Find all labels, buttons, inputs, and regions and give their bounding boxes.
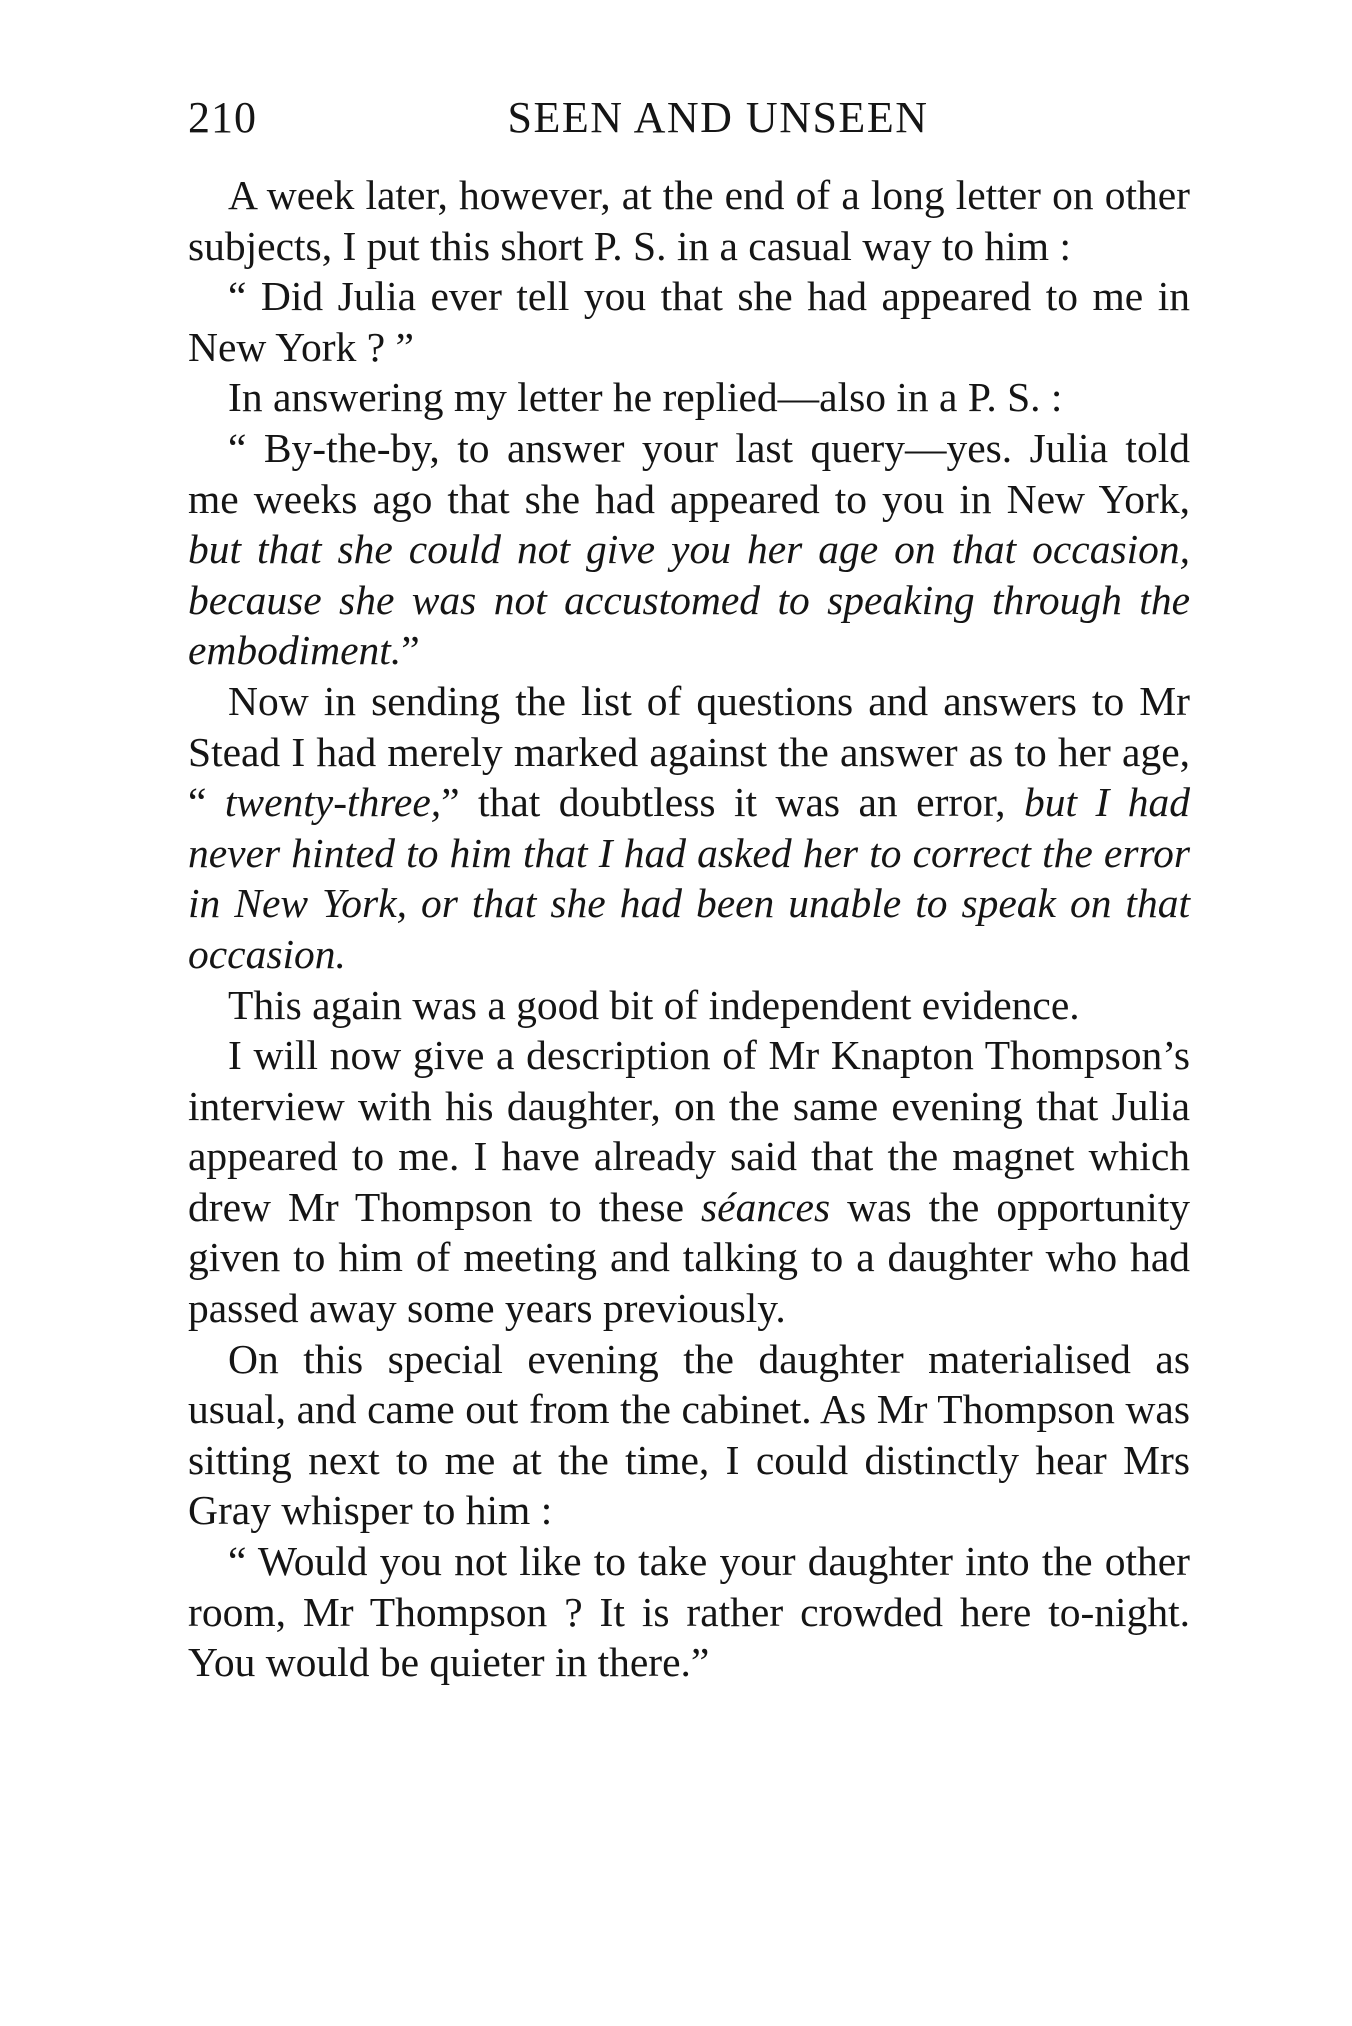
italic-text: twenty-three,	[224, 779, 442, 826]
text-run: “ By-the-by, to answer your last query—yes. Julia told me weeks ago that she had appeared to you in New York,	[188, 424, 1190, 522]
text-run: “ Would you not like to take your daughter into the other room, Mr Thompson ? It is rather crowded here to-night. You would be quieter in there.”	[188, 1538, 1190, 1686]
text-run: A week later, however, at the end of a long letter on other subjects, I put this short P. S. in a casual way to him :	[188, 172, 1190, 269]
text-run: was the opportunity given to him of meeting and talking to a daughter who had passed away some years previously.	[188, 1183, 1190, 1332]
text-run: Now in sending the list of questions and answers to Mr Stead I had merely marked against the answer as to her age, “	[188, 677, 1190, 826]
text-run: I will now give a description of Mr Knapton Thompson’s interview with his daughter, on the same evening that Julia appeared to me. I have already said that the magnet which drew Mr Thompson to these	[188, 1032, 1190, 1230]
text-run: ” that doubtless it was an error,	[441, 779, 1024, 826]
paragraph	[188, 1030, 1190, 1334]
paragraph	[188, 271, 1190, 372]
paragraph	[188, 1536, 1190, 1688]
text-run: In answering my letter he replied—also in a P. S. :	[228, 374, 1063, 421]
page-number: 210	[188, 93, 257, 142]
running-head	[188, 92, 1178, 152]
italic-text: but I had never hinted to him that I had asked her to correct the error in New York, or that she had been unable to speak on that occasion.	[188, 779, 1190, 977]
paragraph	[188, 372, 1190, 423]
paragraph	[188, 676, 1190, 980]
paragraph	[188, 423, 1190, 676]
paragraph	[188, 980, 1190, 1031]
italic-text: but that she could not give you her age on that occasion, because she was not accustomed to speaking through the embodiment.	[188, 526, 1190, 674]
text-run: This again was a good bit of independent evidence.	[228, 981, 1080, 1028]
text-run: “ Did Julia ever tell you that she had appeared to me in New York ? ”	[188, 273, 1190, 370]
text-run: ”	[401, 627, 420, 674]
running-title: SEEN AND UNSEEN	[507, 93, 929, 142]
italic-text: séances	[701, 1183, 831, 1230]
body-text	[188, 170, 1190, 1688]
text-run: On this special evening the daughter materialised as usual, and came out from the cabinet. As Mr Thompson was sitting next to me at the time, I could distinctly hear Mrs Gray whisper to him :	[188, 1335, 1190, 1534]
paragraph	[188, 170, 1190, 271]
paragraph	[188, 1334, 1190, 1536]
